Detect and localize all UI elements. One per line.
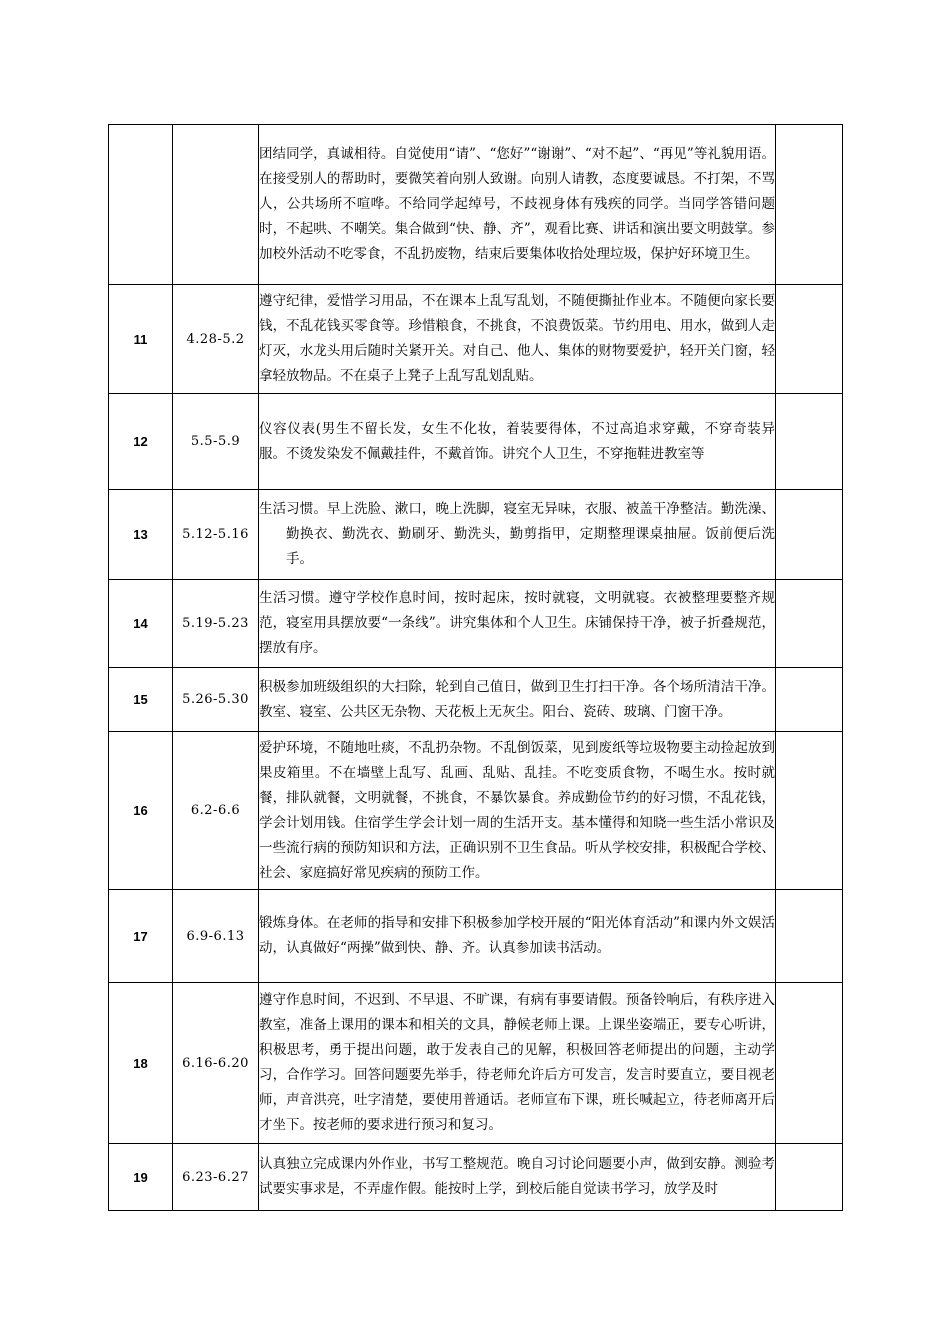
week-number: 17	[109, 890, 173, 983]
date-range: 6.23-6.27	[173, 1144, 259, 1211]
note-cell	[776, 394, 843, 490]
note-cell	[776, 983, 843, 1144]
table-row	[109, 732, 843, 890]
note-cell	[776, 732, 843, 890]
date-range: 5.26-5.30	[173, 668, 259, 732]
date-range: 4.28-5.2	[173, 285, 259, 394]
date-range: 5.19-5.23	[173, 580, 259, 668]
date-range: 6.2-6.6	[173, 732, 259, 890]
schedule-table	[108, 124, 843, 1211]
table-row	[109, 1144, 843, 1211]
table-row	[109, 285, 843, 394]
table-row	[109, 394, 843, 490]
table-row	[109, 580, 843, 668]
week-number: 16	[109, 732, 173, 890]
note-cell	[776, 890, 843, 983]
week-number	[109, 125, 173, 285]
note-cell	[776, 1144, 843, 1211]
note-cell	[776, 285, 843, 394]
week-number: 12	[109, 394, 173, 490]
content-cell	[259, 490, 776, 580]
content-text: 生活习惯。早上洗脸、漱口，晚上洗脚，寝室无异味，衣服、被盖干净整洁。勤洗澡、勤换衣、勤洗衣、勤刷牙、勤洗头，勤剪指甲，定期整理课桌抽屉。饭前便后洗手。	[259, 501, 775, 567]
note-cell	[776, 580, 843, 668]
content-cell: 锻炼身体。在老师的指导和安排下积极参加学校开展的“阳光体育活动”和课内外文娱活动，认真做好“两操”做到快、静、齐。认真参加读书活动。	[259, 890, 776, 983]
table-row	[109, 890, 843, 983]
content-cell: 团结同学，真诚相待。自觉使用“请”、“您好”“谢谢”、“对不起”、“再见”等礼貌用语。在接受别人的帮助时，要微笑着向别人致谢。向别人请教，态度要诚恳。不打架，不骂人，公共场所不喧哗。不给同学起绰号，不歧视身体有残疾的同学。当同学答错问题时，不起哄、不嘲笑。集合做到“快、静、齐”，观看比赛、讲话和演出要文明鼓掌。参加校外活动不吃零食，不乱扔废物，结束后要集体收拾处理垃圾，保护好环境卫生。	[259, 125, 776, 285]
date-range: 6.9-6.13	[173, 890, 259, 983]
week-number: 18	[109, 983, 173, 1144]
week-number: 13	[109, 490, 173, 580]
note-cell	[776, 490, 843, 580]
content-cell: 遵守纪律，爱惜学习用品，不在课本上乱写乱划，不随便撕扯作业本。不随便向家长要钱，不乱花钱买零食等。珍惜粮食，不挑食，不浪费饭菜。节约用电、用水，做到人走灯灭，水龙头用后随时关紧开关。对自己、他人、集体的财物要爱护，轻开关门窗，轻拿轻放物品。不在桌子上凳子上乱写乱划乱贴。	[259, 285, 776, 394]
week-number: 19	[109, 1144, 173, 1211]
content-cell: 积极参加班级组织的大扫除，轮到自己值日，做到卫生打扫干净。各个场所清洁干净。教室、寝室、公共区无杂物、天花板上无灰尘。阳台、瓷砖、玻璃、门窗干净。	[259, 668, 776, 732]
content-cell: 生活习惯。遵守学校作息时间，按时起床，按时就寝，文明就寝。衣被整理要整齐规范，寝室用具摆放要“一条线”。讲究集体和个人卫生。床铺保持干净，被子折叠规范，摆放有序。	[259, 580, 776, 668]
week-number: 15	[109, 668, 173, 732]
content-cell: 遵守作息时间，不迟到、不早退、不旷课，有病有事要请假。预备铃响后，有秩序进入教室，准备上课用的课本和相关的文具，静候老师上课。上课坐姿端正，要专心听讲，积极思考，勇于提出问题，敢于发表自己的见解，积极回答老师提出的问题，主动学习，合作学习。回答问题要先举手，待老师允许后方可发言，发言时要直立，要目视老师，声音洪亮，吐字清楚，要使用普通话。老师宣布下课，班长喊起立，待老师离开后才坐下。按老师的要求进行预习和复习。	[259, 983, 776, 1144]
note-cell	[776, 668, 843, 732]
date-range: 5.5-5.9	[173, 394, 259, 490]
table-row	[109, 983, 843, 1144]
date-range	[173, 125, 259, 285]
table-row	[109, 668, 843, 732]
table-row	[109, 490, 843, 580]
date-range: 6.16-6.20	[173, 983, 259, 1144]
table-row	[109, 125, 843, 285]
week-number: 14	[109, 580, 173, 668]
date-range: 5.12-5.16	[173, 490, 259, 580]
content-cell: 认真独立完成课内外作业，书写工整规范。晚自习讨论问题要小声，做到安静。测验考试要实事求是，不弄虚作假。能按时上学，到校后能自觉读书学习，放学及时	[259, 1144, 776, 1211]
content-cell: 爱护环境，不随地吐痰，不乱扔杂物。不乱倒饭菜，见到废纸等垃圾物要主动捡起放到果皮箱里。不在墙壁上乱写、乱画、乱贴、乱挂。不吃变质食物，不喝生水。按时就餐，排队就餐，文明就餐，不挑食，不暴饮暴食。养成勤俭节约的好习惯，不乱花钱，学会计划用钱。住宿学生学会计划一周的生活开支。基本懂得和知晓一些生活小常识及一些流行病的预防知识和方法，正确识别不卫生食品。听从学校安排，积极配合学校、社会、家庭搞好常见疾病的预防工作。	[259, 732, 776, 890]
week-number: 11	[109, 285, 173, 394]
content-cell: 仪容仪表(男生不留长发，女生不化妆，着装要得体，不过高追求穿戴，不穿奇装异服。不烫发染发不佩戴挂件，不戴首饰。讲究个人卫生，不穿拖鞋进教室等	[259, 394, 776, 490]
note-cell	[776, 125, 843, 285]
